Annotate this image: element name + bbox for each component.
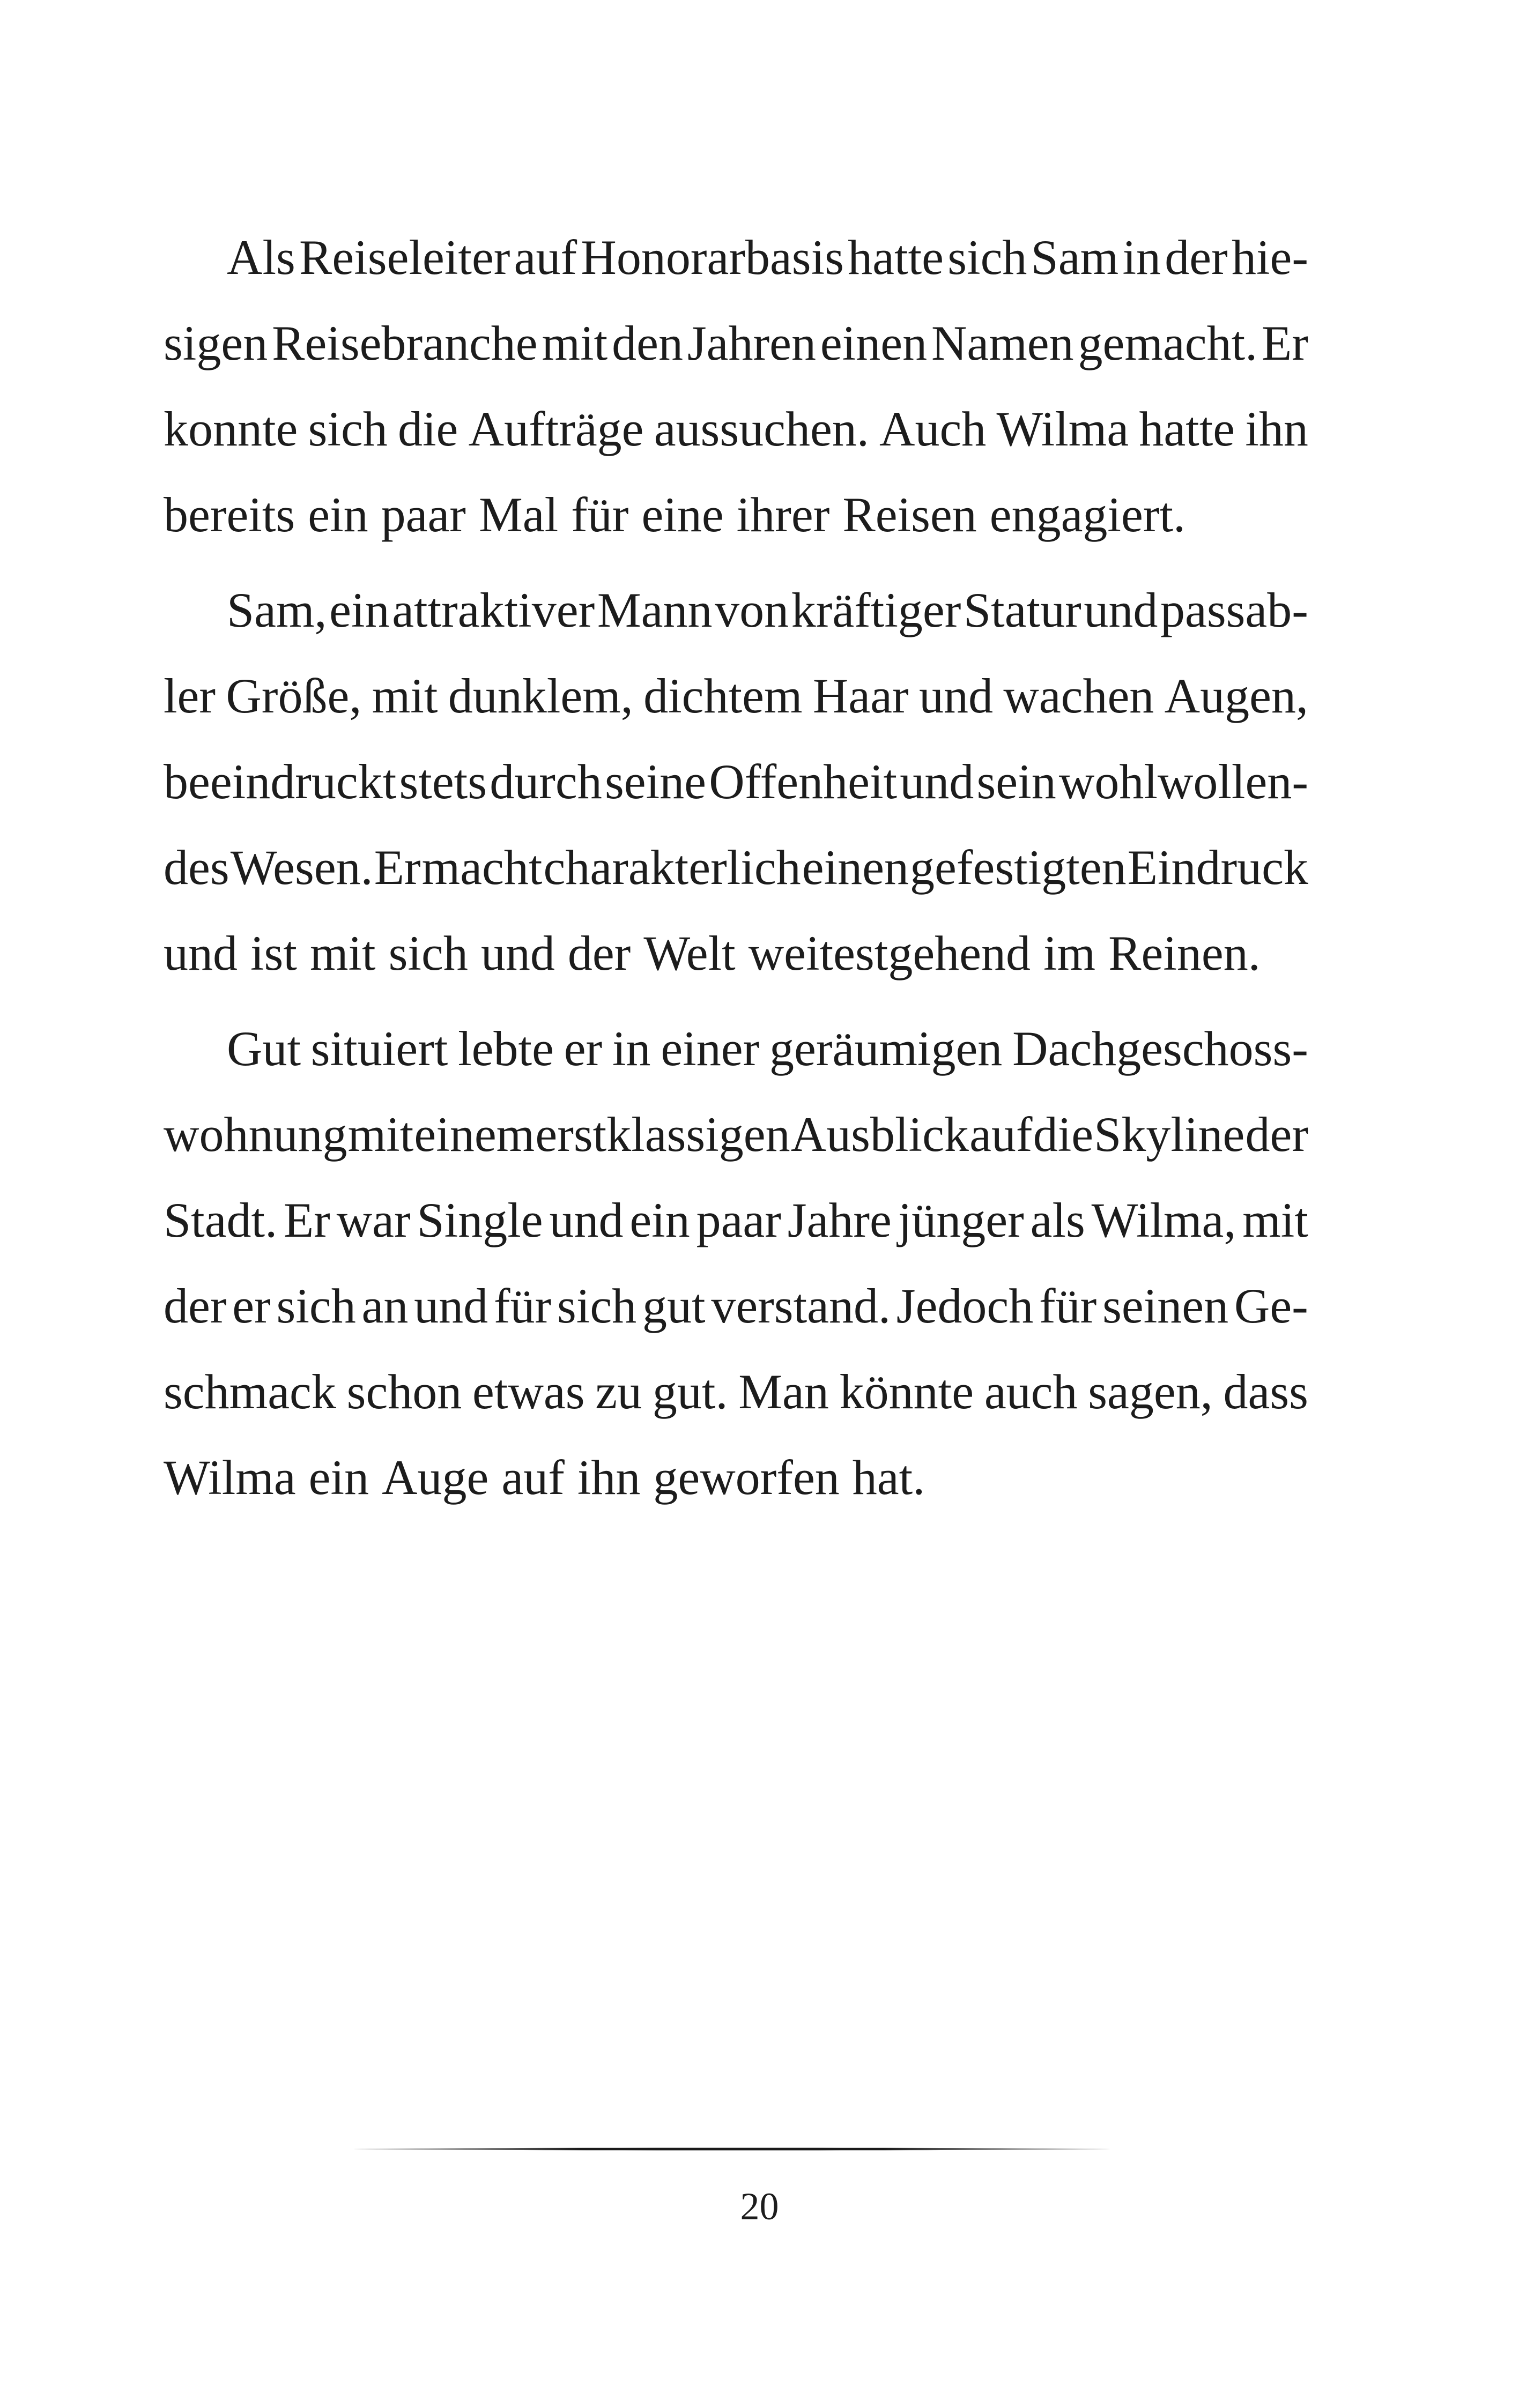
footer-divider: [354, 2148, 1110, 2151]
paragraph: [164, 1006, 1308, 1520]
text-line: Sam, ein attraktiver Mann von kräftiger Statur und passab-: [227, 583, 1308, 637]
paragraph: [164, 214, 1308, 558]
text-line: und ist mit sich und der Welt weitestgehend im Reinen.: [164, 926, 1261, 980]
text-line: konnte sich die Aufträge aussuchen. Auch Wilma hatte ihn: [164, 402, 1308, 456]
text-line: Stadt. Er war Single und ein paar Jahre jünger als Wilma, mit: [164, 1193, 1308, 1247]
text-line: Als Reiseleiter auf Honorarbasis hatte sich Sam in der hie-: [227, 230, 1308, 285]
body-text: [164, 214, 1308, 1520]
text-line: ler Größe, mit dunklem, dichtem Haar und wachen Augen,: [164, 668, 1308, 723]
text-line: Wilma ein Auge auf ihn geworfen hat.: [164, 1450, 925, 1505]
paragraph: [164, 567, 1308, 996]
text-line: bereits ein paar Mal für eine ihrer Reisen engagiert.: [164, 487, 1186, 542]
text-line: Gut situiert lebte er in einer geräumigen Dachgeschoss-: [227, 1021, 1308, 1076]
text-line: wohnung mit einem erstklassigen Ausblick auf die Skyline der: [164, 1107, 1308, 1162]
text-line: beeindruckt stets durch seine Offenheit und sein wohlwollen-: [164, 754, 1308, 809]
text-line: sigen Reisebranche mit den Jahren einen Namen gemacht. Er: [164, 316, 1308, 370]
text-line: schmack schon etwas zu gut. Man könnte auch sagen, dass: [164, 1364, 1308, 1419]
page-number: 20: [740, 2185, 779, 2228]
text-line: des Wesen. Er macht charakterlich einen gefestigten Eindruck: [164, 840, 1308, 895]
text-line: der er sich an und für sich gut verstand. Jedoch für seinen Ge-: [164, 1279, 1308, 1333]
